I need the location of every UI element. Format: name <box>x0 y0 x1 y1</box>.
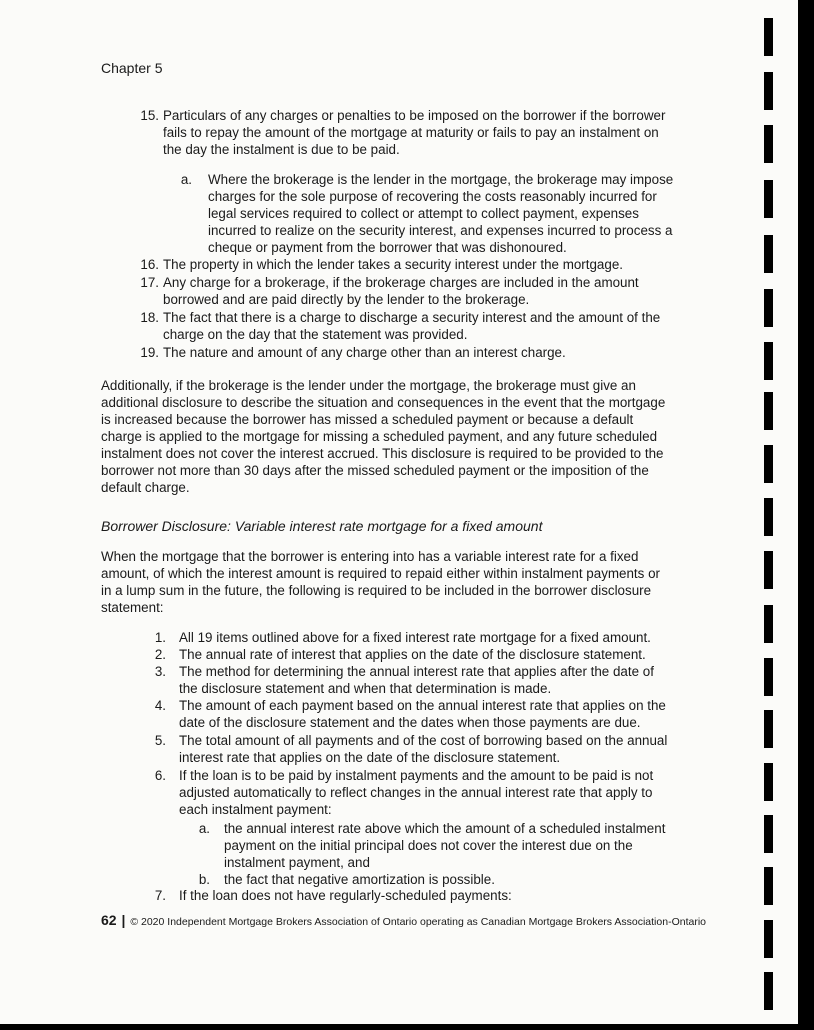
sub-item-text: Where the brokerage is the lender in the mortgage, the brokerage may impose <box>208 172 674 187</box>
scan-edge-mark <box>764 763 773 801</box>
list-item-number: 2. <box>154 647 166 662</box>
list-item-text: adjusted automatically to reflect changes in the annual interest rate that apply to <box>179 785 653 800</box>
body-paragraph-line: is increased because the borrower has missed a scheduled payment or because a default <box>101 412 634 427</box>
chapter-heading: Chapter 5 <box>101 60 163 76</box>
list-item-number: 17. <box>140 275 159 290</box>
scan-edge-mark <box>764 605 773 643</box>
list-item-number: 6. <box>154 768 166 783</box>
scan-edge-mark <box>764 920 773 958</box>
sub-item-text: incurred to realize on the security interest, and expenses incurred to process a <box>208 223 673 238</box>
scan-edge-mark <box>764 125 773 163</box>
list-item-number: 4. <box>154 698 166 713</box>
body-paragraph-line: default charge. <box>101 480 190 495</box>
list-item-text: The fact that there is a charge to discharge a security interest and the amount of the <box>163 310 661 325</box>
list-item-text: The nature and amount of any charge other than an interest charge. <box>163 345 566 360</box>
copyright-notice: © 2020 Independent Mortgage Brokers Association of Ontario operating as Canadian Mortgage Brokers Association-Ontario <box>130 916 706 928</box>
body-paragraph-line: amount, of which the interest amount is required to repaid either within instalment payments or <box>101 566 660 581</box>
list-item-number: 5. <box>154 733 166 748</box>
sub-item-text: legal services required to collect or attempt to collect payment, expenses <box>208 206 639 221</box>
list-item-text: Particulars of any charges or penalties to be imposed on the borrower if the borrower <box>163 108 666 123</box>
scan-edge-mark <box>764 445 773 483</box>
body-paragraph-line: statement: <box>101 600 164 615</box>
footer-separator: | <box>121 912 126 928</box>
list-item-text: fails to repay the amount of the mortgage at maturity or fails to pay an instalment on <box>163 125 659 140</box>
scan-edge-mark <box>764 710 773 748</box>
scan-edge-mark <box>764 815 773 853</box>
list-item-text: the day the instalment is due to be paid. <box>163 142 400 157</box>
sub-item-letter: a. <box>180 172 192 187</box>
body-paragraph-line: Additionally, if the brokerage is the lender under the mortgage, the brokerage must give an <box>101 378 636 393</box>
list-item-text: date of the disclosure statement and the dates when those payments are due. <box>179 715 641 730</box>
scan-edge-mark <box>764 498 773 536</box>
page-number: 62 <box>101 912 117 928</box>
list-item-text: interest rate that applies on the date of the disclosure statement. <box>179 750 561 765</box>
scan-edge-mark <box>764 18 773 56</box>
scan-edge-mark <box>764 72 773 110</box>
scan-edge-mark <box>764 392 773 430</box>
scan-edge-mark <box>764 551 773 589</box>
list-item-number: 7. <box>154 888 166 903</box>
list-item-text: charge on the day that the statement was provided. <box>163 327 468 342</box>
scan-edge-mark <box>764 342 773 380</box>
page-footer <box>101 912 706 928</box>
scan-edge-mark <box>764 658 773 696</box>
list-item-number: 18. <box>140 310 159 325</box>
sub-item-text: the annual interest rate above which the amount of a scheduled instalment <box>224 821 666 836</box>
scan-edge-mark <box>764 235 773 273</box>
body-paragraph-line: When the mortgage that the borrower is entering into has a variable interest rate for a fixed <box>101 549 639 564</box>
body-paragraph-line: borrower not more than 30 days after the missed scheduled payment or the imposition of the <box>101 463 649 478</box>
list-item-text: If the loan does not have regularly-scheduled payments: <box>179 888 512 903</box>
sub-item-text: payment on the initial principal does not cover the interest due on the <box>224 838 633 853</box>
sub-item-text: the fact that negative amortization is possible. <box>224 872 495 887</box>
list-item-text: each instalment payment: <box>179 802 332 817</box>
list-item-text: Any charge for a brokerage, if the brokerage charges are included in the amount <box>163 275 639 290</box>
list-item-text: The annual rate of interest that applies on the date of the disclosure statement. <box>179 647 646 662</box>
list-item-text: The total amount of all payments and of the cost of borrowing based on the annual <box>179 733 668 748</box>
body-paragraph-line: additional disclosure to describe the situation and consequences in the event that the mortgage <box>101 395 666 410</box>
list-item-number: 3. <box>154 664 166 679</box>
sub-item-text: instalment payment, and <box>224 855 370 870</box>
sub-item-letter: a. <box>198 821 210 836</box>
list-item-number: 19. <box>140 345 159 360</box>
sub-item-letter: b. <box>198 872 210 887</box>
scan-edge-mark <box>764 180 773 218</box>
list-item-number: 16. <box>140 257 159 272</box>
scan-edge-mark <box>764 289 773 327</box>
section-heading: Borrower Disclosure: Variable interest rate mortgage for a fixed amount <box>101 518 543 534</box>
list-item-text: The amount of each payment based on the annual interest rate that applies on the <box>179 698 666 713</box>
scan-edge-mark <box>764 867 773 905</box>
list-item-text: If the loan is to be paid by instalment payments and the amount to be paid is not <box>179 768 654 783</box>
scan-edge-mark <box>764 972 773 1010</box>
list-item-text: the disclosure statement and when that determination is made. <box>179 681 552 696</box>
body-paragraph-line: instalment does not cover the interest accrued. This disclosure is required to be provided to the <box>101 446 664 461</box>
sub-item-text: cheque or payment from the borrower that was dishonoured. <box>208 240 567 255</box>
list-item-text: All 19 items outlined above for a fixed interest rate mortgage for a fixed amount. <box>179 630 651 645</box>
list-item-number: 1. <box>154 630 166 645</box>
sub-item-text: charges for the sole purpose of recovering the costs reasonably incurred for <box>208 189 657 204</box>
list-item-text: The method for determining the annual interest rate that applies after the date of <box>179 664 654 679</box>
body-paragraph-line: charge is applied to the mortgage for missing a scheduled payment, and any future scheduled <box>101 429 658 444</box>
list-item-number: 15. <box>140 108 159 123</box>
body-paragraph-line: in a lump sum in the future, the following is required to be included in the borrower disclosure <box>101 583 652 598</box>
list-item-text: The property in which the lender takes a security interest under the mortgage. <box>163 257 623 272</box>
list-item-text: borrowed and are paid directly by the lender to the brokerage. <box>163 292 530 307</box>
